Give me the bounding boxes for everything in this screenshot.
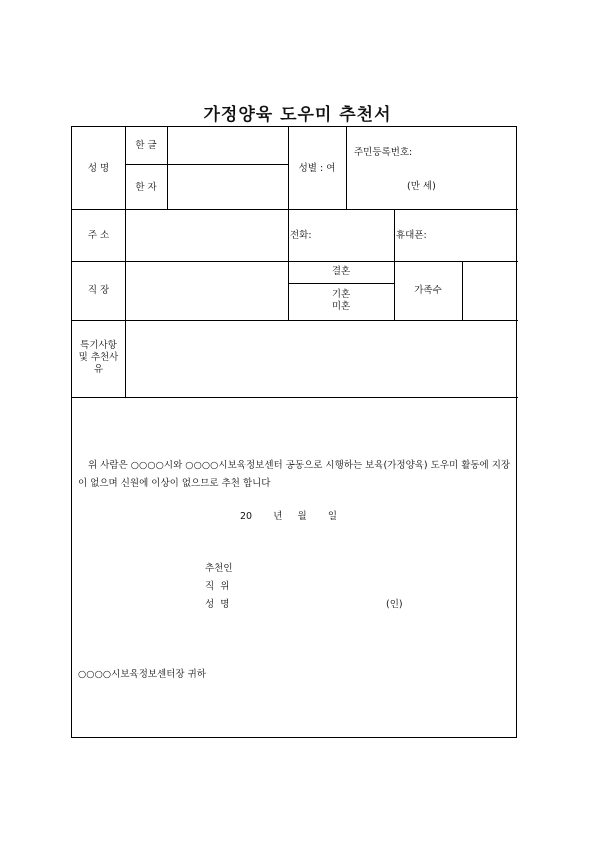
- mobile-label: 휴대폰:: [396, 230, 427, 241]
- divider: [346, 127, 347, 209]
- position-label: 직 위: [205, 581, 230, 592]
- divider: [72, 320, 518, 321]
- rrn-label: 주민등록번호:: [354, 147, 413, 158]
- divider: [394, 209, 395, 320]
- single-label: 기혼 미혼: [331, 289, 351, 312]
- remarks-label: 특기사항 및 추천사 유: [78, 340, 119, 375]
- hanja-label: 한 자: [135, 182, 157, 193]
- signer-name-label: 성 명: [205, 599, 230, 610]
- divider: [72, 209, 518, 210]
- date-line: 20 년 월 일: [240, 511, 337, 522]
- divider: [72, 397, 518, 398]
- recommender-label: 추천인: [205, 563, 233, 574]
- recommendation-statement: 위 사람은 ○○○○시와 ○○○○시보육정보센터 공동으로 시행하는 보육(가정양육) 도우미 활동에 지장이 없으며 신원에 이상이 없으므로 추천 합니다: [78, 460, 511, 489]
- age-label: (만 세): [407, 181, 436, 192]
- hangul-label: 한 글: [135, 140, 157, 151]
- seal-mark: (인): [386, 599, 403, 610]
- married-label: 결혼: [331, 266, 351, 277]
- name-label: 성 명: [87, 163, 110, 174]
- address-label: 주 소: [87, 230, 110, 241]
- divider: [72, 261, 518, 262]
- divider: [167, 127, 168, 209]
- divider: [125, 164, 288, 165]
- gender-label: 성별 : 여: [298, 163, 336, 174]
- recommendation-form: [71, 126, 517, 738]
- workplace-label: 직 장: [87, 285, 110, 296]
- divider: [288, 283, 394, 284]
- addressee: ○○○○시보육정보센터장 귀하: [78, 669, 206, 680]
- family-count-label: 가족수: [414, 285, 442, 296]
- divider: [462, 261, 463, 320]
- divider: [125, 127, 126, 397]
- phone-label: 전화:: [290, 230, 312, 241]
- document-title: 가정양육 도우미 추천서: [203, 105, 392, 125]
